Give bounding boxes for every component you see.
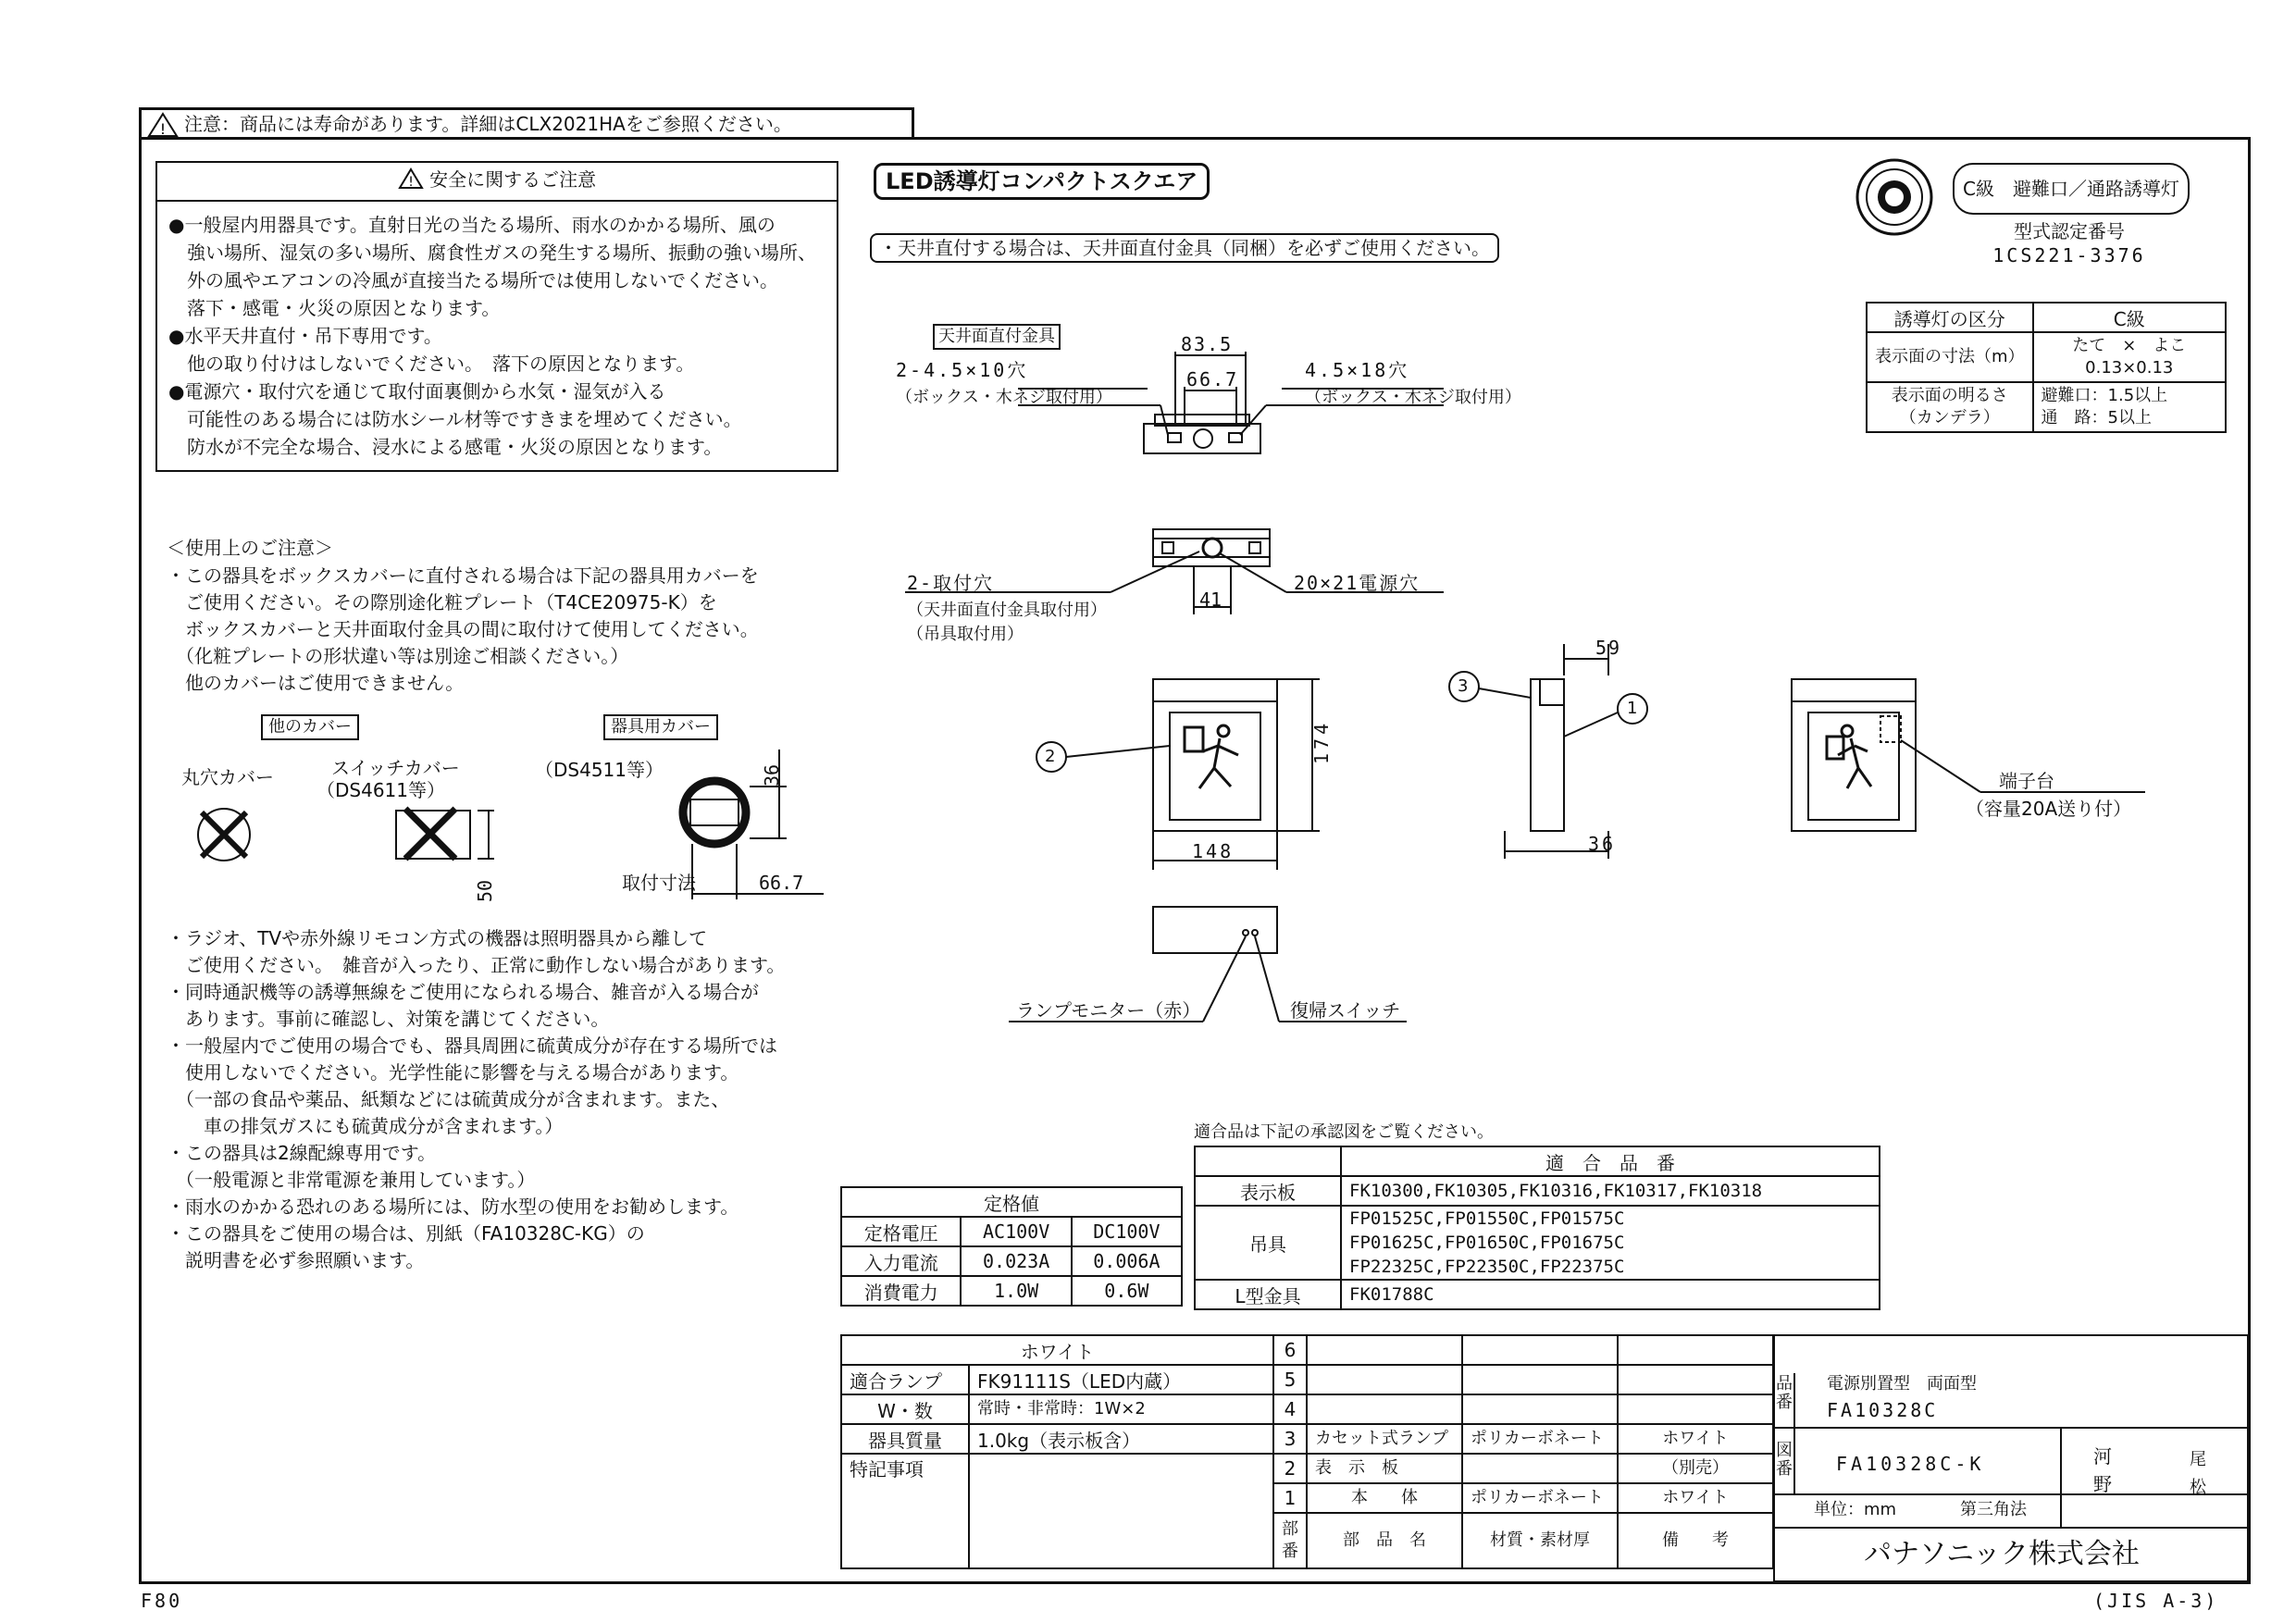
part-no: 1 (1273, 1483, 1307, 1513)
dim-66-7: 66.7 (1186, 368, 1239, 390)
part-remark: ホワイト (1618, 1424, 1773, 1454)
rating-table (840, 1186, 1183, 1307)
approver-3: 野 (2093, 1473, 2112, 1495)
indicator-spec-table (1866, 302, 2227, 433)
dim-148: 148 (1192, 840, 1235, 862)
part-material (1462, 1454, 1618, 1483)
compat-items: FP01525C,FP01550C,FP01575C (1349, 1208, 1625, 1229)
parts-table (840, 1334, 1774, 1569)
part-name: 表 示 板 (1307, 1454, 1462, 1483)
usage-line: 他のカバーはご使用できません。 (167, 672, 465, 694)
part-no-header: 部番 (1273, 1513, 1307, 1568)
compat-label: L型金具 (1195, 1280, 1341, 1309)
fixture-cover-model: （DS4511等） (535, 759, 664, 781)
other-cover-label: 他のカバー (261, 714, 359, 740)
hole-b: 4.5×18穴 (1305, 359, 1410, 381)
dim-50: 50 (474, 879, 496, 902)
safety-title-row (157, 167, 837, 192)
safety-line: 落下・感電・火災の原因となります。 (168, 297, 501, 319)
terminal-label: 端子台 (1999, 770, 2054, 792)
unit-label: 単位：mm (1814, 1500, 1897, 1519)
usage-line: ・同時通訳機等の誘導無線をご使用になられる場合、雑音が入る場合が (167, 981, 759, 1003)
part-name: カセット式ランプ (1307, 1424, 1462, 1454)
mass-value: 1.0kg（表示板含） (969, 1424, 1273, 1454)
lamp-label: 適合ランプ (841, 1365, 969, 1394)
svg-text:!: ! (159, 120, 167, 138)
part-remark: （別売） (1618, 1454, 1773, 1483)
class-label: C級 避難口／通路誘導灯 (1963, 178, 2179, 200)
top-caution-note (139, 107, 914, 139)
usage-notes-1 (167, 563, 759, 697)
rating-value: 0.023A (961, 1246, 1071, 1276)
rating-value: AC100V (961, 1217, 1071, 1246)
part-remark: ホワイト (1618, 1483, 1773, 1513)
part-no: 5 (1273, 1365, 1307, 1394)
compat-items: FK10300,FK10305,FK10316,FK10317,FK10318 (1341, 1176, 1880, 1206)
part-material: ポリカーボネート (1462, 1424, 1618, 1454)
warning-icon (398, 167, 424, 190)
mount-dim-value: 66.7 (759, 872, 804, 894)
switch-cover-model: （DS4611等） (316, 779, 445, 801)
hin-label: 品番 (1776, 1374, 1793, 1412)
usage-line: ご使用ください。その際別途化粧プレート（T4CE20975-K）を (167, 591, 717, 613)
cert-number: 1CS221-3376 (1992, 244, 2146, 266)
safety-line: 他の取り付けはしないでください。 落下の原因となります。 (168, 353, 695, 375)
color-label: ホワイト (841, 1335, 1273, 1365)
callout-1-label: 1 (1627, 699, 1638, 718)
usage-line: 使用しないでください。光学性能に影響を与える場合があります。 (167, 1061, 739, 1084)
product-type: 電源別置型 両面型 (1827, 1374, 1977, 1394)
usage-line: 車の排気ガスにも硫黄成分が含まれます。） (167, 1115, 564, 1137)
usage-notes-2 (167, 925, 785, 1274)
usage-line: ・ラジオ、TVや赤外線リモコン方式の機器は照明器具から離して (167, 927, 708, 949)
cert-label: 型式認定番号 (2014, 220, 2125, 242)
certification-seal-icon (1853, 155, 1936, 239)
switch-cover-label: スイッチカバー (331, 757, 460, 779)
usage-line: （化粧プレートの形状違い等は別途ご相談ください。） (167, 645, 629, 667)
watt-value: 常時・非常時：1W×2 (969, 1394, 1273, 1424)
part-no: 6 (1273, 1335, 1307, 1365)
angle-label: 第三角法 (1960, 1500, 2027, 1519)
callout-3-label: 3 (1458, 676, 1469, 696)
rating-value: 1.0W (961, 1276, 1071, 1306)
bracket-label: 天井面直付金具 (933, 324, 1061, 350)
reset-switch-label: 復帰スイッチ (1290, 999, 1401, 1022)
rating-label: 入力電流 (841, 1246, 961, 1276)
hole-c-note2: （吊具取付用） (907, 625, 1024, 644)
compat-caption: 適合品は下記の承認図をご覧ください。 (1194, 1122, 1494, 1142)
product-title-text: LED誘導灯コンパクトスクエア (886, 168, 1198, 194)
usage-line: ・この器具をご使用の場合は、別紙（FA10328C-KG）の (167, 1222, 645, 1245)
safety-line: ●一般屋内用器具です。直射日光の当たる場所、雨水のかかる場所、風の (168, 214, 776, 236)
part-no: 4 (1273, 1394, 1307, 1424)
dim-36: 36 (761, 763, 783, 787)
usage-line: ・一般屋内でご使用の場合でも、器具周囲に硫黄成分が存在する場所では (167, 1035, 777, 1057)
rating-label: 定格電圧 (841, 1217, 961, 1246)
spec-value: 通 路：5以上 (2041, 408, 2152, 427)
product-title (874, 163, 1210, 200)
spec-value: 0.13×0.13 (2085, 358, 2174, 378)
hole-c: 2-取付穴 (907, 572, 995, 594)
rating-title: 定格値 (841, 1187, 1182, 1217)
part-material: ポリカーボネート (1462, 1483, 1618, 1513)
hole-a-note: （ボックス・木ネジ取付用） (896, 388, 1112, 407)
usage-line: ・雨水のかかる恐れのある場所には、防水型の使用をお勧めします。 (167, 1196, 739, 1218)
svg-text:!: ! (408, 175, 414, 190)
spec-label: 表示面の寸法（m） (1867, 332, 2033, 382)
product-number: FA10328C (1827, 1399, 1939, 1421)
mount-dim-label: 取付寸法 (622, 872, 696, 894)
warning-icon (147, 112, 179, 138)
spec-value: 避難口：1.5以上 (2041, 386, 2168, 405)
approver-1: 河 (2093, 1445, 2112, 1468)
usage-line: （一般電源と非常電源を兼用しています。） (167, 1169, 536, 1191)
dim-59: 59 (1595, 637, 1622, 659)
round-cover-label: 丸穴カバー (181, 766, 274, 788)
ceiling-note-text: ・天井直付する場合は、天井面直付金具（同梱）を必ずご使用ください。 (879, 237, 1490, 259)
usage-line: ・この器具をボックスカバーに直付される場合は下記の器具用カバーを (167, 564, 759, 587)
safety-title: 安全に関するご注意 (429, 168, 597, 191)
zu-label: 図番 (1776, 1441, 1793, 1479)
watt-label: W・数 (841, 1394, 969, 1424)
lamp-monitor-label: ランプモニター（赤） (1016, 999, 1201, 1022)
spec-value: たて × よこ (2072, 336, 2187, 355)
dim-41: 41 (1199, 588, 1222, 611)
spec-label: 誘導灯の区分 (1867, 303, 2033, 332)
safety-line: 強い場所、湿気の多い場所、腐食性ガスの発生する場所、振動の強い場所、 (168, 242, 816, 264)
part-name: 本 体 (1307, 1483, 1462, 1513)
rating-label: 消費電力 (841, 1276, 961, 1306)
rating-value: 0.6W (1072, 1276, 1182, 1306)
compat-items: FK01788C (1341, 1280, 1880, 1309)
hole-c-note1: （天井面直付金具取付用） (907, 601, 1107, 620)
special-label: 特記事項 (841, 1454, 969, 1568)
class-label-box (1953, 163, 2190, 215)
top-note-text: 注意：商品には寿命があります。詳細はCLX2021HAをご参照ください。 (184, 113, 792, 135)
part-material-header: 材質・素材厚 (1462, 1513, 1618, 1568)
usage-title: ＜使用上のご注意＞ (167, 537, 333, 559)
usage-line: （一部の食品や薬品、紙類などには硫黄成分が含まれます。また、 (167, 1088, 730, 1110)
safety-line: ●水平天井直付・吊下専用です。 (168, 325, 442, 347)
compat-label: 表示板 (1195, 1176, 1341, 1206)
usage-line: ボックスカバーと天井面取付金具の間に取付けて使用してください。 (167, 618, 759, 640)
safety-line: 防水が不完全な場合、浸水による感電・火災の原因となります。 (168, 436, 723, 458)
callout-2-label: 2 (1045, 747, 1056, 766)
dim-174: 174 (1310, 719, 1333, 764)
company-name: パナソニック株式会社 (1864, 1538, 2140, 1570)
compat-corner (1195, 1146, 1341, 1176)
compat-table (1194, 1146, 1880, 1310)
hole-b-note: （ボックス・木ネジ取付用） (1305, 388, 1521, 407)
safety-line: 可能性のある場合には防水シール材等ですきまを埋めてください。 (168, 408, 742, 430)
safety-line: ●電源穴・取付穴を通じて取付面裏側から水気・湿気が入る (168, 380, 666, 403)
footer-standard: (JIS A-3) (2093, 1590, 2219, 1612)
hole-a: 2-4.5×10穴 (896, 359, 1029, 381)
dim-36: 36 (1588, 833, 1617, 855)
approver-2: 尾 (2190, 1450, 2206, 1469)
ceiling-note (870, 233, 1499, 263)
usage-line: ご使用ください。 雑音が入ったり、正常に動作しない場合があります。 (167, 954, 786, 976)
usage-line: ・この器具は2線配線専用です。 (167, 1142, 437, 1164)
footer-code: F80 (141, 1590, 183, 1612)
dim-83-5: 83.5 (1181, 333, 1234, 355)
part-no: 3 (1273, 1424, 1307, 1454)
part-no: 2 (1273, 1454, 1307, 1483)
terminal-note: （容量20A送り付） (1966, 798, 2132, 820)
spec-label: （カンデラ） (1899, 408, 2000, 427)
spec-value: C級 (2033, 303, 2226, 332)
usage-line: 説明書を必ず参照願います。 (167, 1249, 425, 1271)
part-name-header: 部 品 名 (1307, 1513, 1462, 1568)
safety-line: 外の風やエアコンの冷風が直接当たる場所では使用しないでください。 (168, 269, 778, 291)
fixture-cover-label: 器具用カバー (603, 714, 718, 740)
safety-box (155, 161, 838, 472)
lamp-value: FK91111S（LED内蔵） (969, 1365, 1273, 1394)
compat-items: FP01625C,FP01650C,FP01675C (1349, 1233, 1625, 1253)
approver-4: 松 (2190, 1478, 2206, 1497)
part-remark-header: 備 考 (1618, 1513, 1773, 1568)
safety-text (168, 211, 816, 461)
mass-label: 器具質量 (841, 1424, 969, 1454)
usage-line: あります。事前に確認し、対策を講じてください。 (167, 1008, 610, 1030)
compat-items: FP22325C,FP22350C,FP22375C (1349, 1257, 1625, 1277)
drawing-number: FA10328C-K (1836, 1453, 1985, 1475)
compat-header: 適 合 品 番 (1341, 1146, 1880, 1176)
power-hole: 20×21電源穴 (1294, 572, 1421, 594)
compat-label: 吊具 (1195, 1206, 1341, 1280)
rating-value: DC100V (1072, 1217, 1182, 1246)
rating-value: 0.006A (1072, 1246, 1182, 1276)
spec-label: 表示面の明るさ (1891, 386, 2008, 405)
